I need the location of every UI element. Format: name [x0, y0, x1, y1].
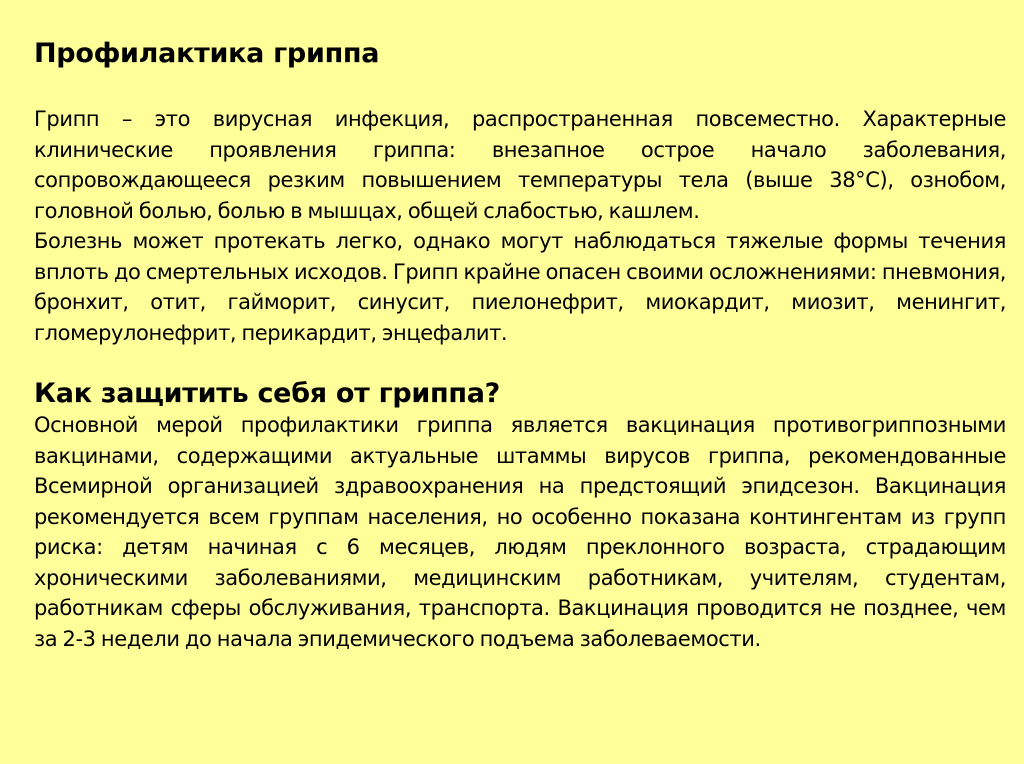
- slide-content: [34, 38, 1006, 654]
- section-title-flu-prevention: Профилактика гриппа: [34, 38, 380, 69]
- paragraph-flu-complications: Болезнь может протекать легко, однако могут наблюдаться тяжелые формы течения вплоть до смертельных исходов. Грипп крайне опасен своими осложнениями: пневмония, бронхит, отит, гайморит, синусит, пиелонефрит, миокардит, миозит, менингит, гломерулонефрит, перикардит, энцефалит.: [34, 229, 1006, 345]
- paragraph-flu-description: Грипп – это вирусная инфекция, распространенная повсеместно. Характерные клинические проявления гриппа: внезапное острое начало заболевания, сопровождающееся резким повышением температуры тела (выше 38°С), ознобом, головной болью, болью в мышцах, общей слабостью, кашлем.: [34, 107, 1006, 223]
- paragraph-vaccination: Основной мерой профилактики гриппа является вакцинация противогриппозными вакцинами, содержащими актуальные штаммы вирусов гриппа, рекомендованные Всемирной организацией здравоохранения на предстоящий эпидсезон. Вакцинация рекомендуется всем группам населения, но особенно показана контингентам из групп риска: детям начиная с 6 месяцев, людям преклонного возраста, страдающим хроническими заболеваниями, медицинским работникам, учителям, студентам, работникам сферы обслуживания, транспорта. Вакцинация проводится не позднее, чем за 2-3 недели до начала эпидемического подъема заболеваемости.: [34, 413, 1006, 651]
- section-title-how-to-protect: Как защитить себя от гриппа?: [34, 378, 501, 409]
